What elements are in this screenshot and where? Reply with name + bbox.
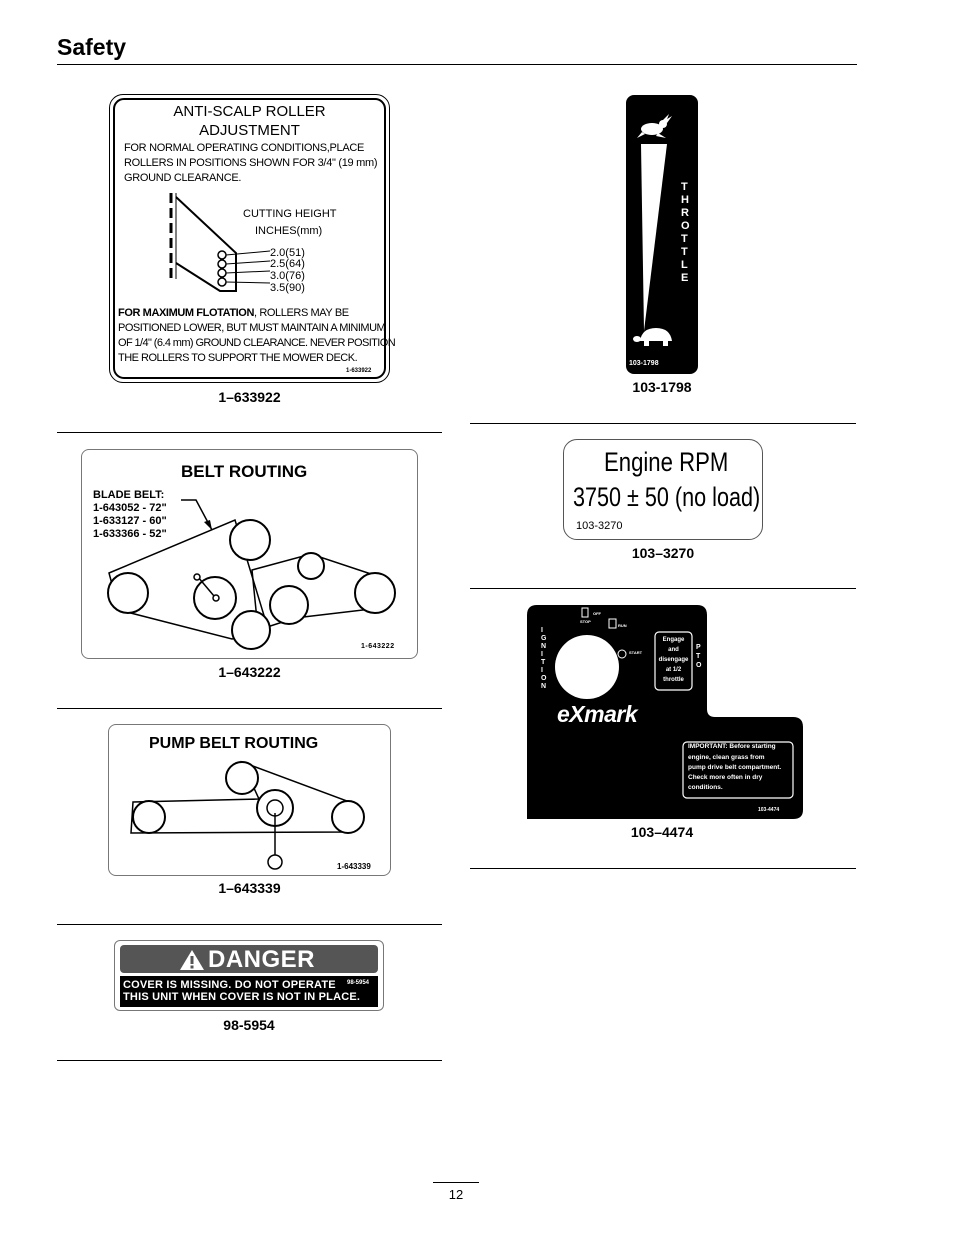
ignition-letter-g: G xyxy=(541,635,547,642)
flotation-text-4: THE ROLLERS TO SUPPORT THE MOWER DECK. xyxy=(118,352,358,364)
important-line-4: Check more often in dry xyxy=(688,774,763,781)
important-line-2: engine, clean grass from xyxy=(688,754,765,761)
page-number: 12 xyxy=(448,1187,464,1202)
flotation-text-2: POSITIONED LOWER, BUT MUST MAINTAIN A MINIMUM xyxy=(118,322,386,334)
throttle-letter-t1: T xyxy=(681,181,688,193)
flotation-text-1 xyxy=(118,308,349,319)
important-line-1: IMPORTANT: Before starting xyxy=(688,743,776,750)
anti-scalp-caption: 1–633922 xyxy=(218,389,281,405)
anti-scalp-code: 1-633922 xyxy=(346,368,372,374)
divider xyxy=(57,1060,442,1061)
throttle-decal xyxy=(626,95,698,374)
ignition-letter-o: O xyxy=(541,675,547,682)
pto-engage-5: throttle xyxy=(663,677,684,683)
ignition-letter-n1: N xyxy=(541,643,547,650)
engine-rpm-value: 3750 ± 50 (no load) xyxy=(573,482,761,512)
ignition-letter-t: T xyxy=(541,659,546,666)
exmark-logo: eXmark xyxy=(557,701,638,727)
pto-letter-t: T xyxy=(696,653,701,660)
ignition-run-label: RUN xyxy=(618,623,627,628)
footer-rule xyxy=(433,1182,479,1183)
throttle-letter-e: E xyxy=(681,272,689,284)
danger-line-1: COVER IS MISSING. DO NOT OPERATE xyxy=(123,979,336,991)
engine-rpm-title: Engine RPM xyxy=(604,447,729,477)
important-line-3: pump drive belt compartment. xyxy=(688,764,782,771)
flotation-bold: FOR MAXIMUM FLOTATION xyxy=(118,307,255,319)
cutting-height-unit: INCHES(mm) xyxy=(255,225,323,237)
ignition-letter-i1: I xyxy=(541,627,543,634)
ignition-letter-n2: N xyxy=(541,683,547,690)
page-title: Safety xyxy=(57,34,127,60)
pump-belt-diagram xyxy=(109,725,390,875)
divider xyxy=(470,868,856,869)
belt-routing-caption: 1–643222 xyxy=(218,664,281,680)
throttle-wedge xyxy=(640,143,670,333)
danger-word: DANGER xyxy=(208,946,316,973)
pto-engage-3: disengage xyxy=(658,657,689,663)
height-2-5: 2.5(64) xyxy=(270,258,305,270)
anti-scalp-text-3: GROUND CLEARANCE. xyxy=(124,172,242,184)
important-line-5: conditions. xyxy=(688,784,723,791)
belt-routing-diagram xyxy=(82,450,417,658)
height-3-5: 3.5(90) xyxy=(270,282,305,294)
blade-belt-52: 1-633366 - 52" xyxy=(93,528,167,540)
anti-scalp-text-1: FOR NORMAL OPERATING CONDITIONS,PLACE xyxy=(124,142,365,154)
divider xyxy=(57,708,442,709)
warning-triangle-icon xyxy=(179,949,205,971)
ignition-code: 103-4474 xyxy=(758,807,780,813)
blade-belt-60: 1-633127 - 60" xyxy=(93,515,167,527)
pump-belt-decal xyxy=(108,724,391,876)
divider xyxy=(57,924,442,925)
height-3-0: 3.0(76) xyxy=(270,270,305,282)
belt-routing-decal xyxy=(81,449,418,659)
ignition-caption: 103–4474 xyxy=(630,824,694,840)
danger-code: 98-5954 xyxy=(347,980,370,986)
cutting-height-label: CUTTING HEIGHT xyxy=(243,208,337,220)
pump-belt-caption: 1–643339 xyxy=(218,880,281,896)
pump-belt-title: PUMP BELT ROUTING xyxy=(149,735,319,752)
ignition-letter-i2: I xyxy=(541,651,543,658)
height-2-0: 2.0(51) xyxy=(270,247,305,259)
pto-engage-4: at 1/2 xyxy=(665,667,682,673)
divider xyxy=(470,423,856,424)
pto-engage-1: Engage xyxy=(662,637,685,643)
divider xyxy=(470,588,856,589)
blade-belt-label: BLADE BELT: xyxy=(93,489,165,501)
engine-rpm-caption: 103–3270 xyxy=(631,545,695,561)
throttle-letter-o: O xyxy=(681,220,690,232)
anti-scalp-text-2: ROLLERS IN POSITIONS SHOWN FOR 3/4" (19 mm) xyxy=(124,157,378,169)
flotation-rest: , ROLLERS MAY BE xyxy=(254,307,349,319)
rabbit-icon xyxy=(636,113,672,139)
pto-letter-p: P xyxy=(696,644,701,651)
belt-routing-code: 1-643222 xyxy=(361,643,395,650)
ignition-start-label: START xyxy=(629,650,643,655)
anti-scalp-decal xyxy=(109,94,396,383)
danger-line-2: THIS UNIT WHEN COVER IS NOT IN PLACE. xyxy=(123,991,361,1003)
throttle-caption: 103-1798 xyxy=(632,379,692,395)
danger-decal xyxy=(114,940,384,1011)
pump-belt-code: 1-643339 xyxy=(337,862,371,871)
throttle-letter-r: R xyxy=(681,207,689,219)
pto-letter-o: O xyxy=(696,662,702,669)
belt-routing-title: BELT ROUTING xyxy=(181,462,308,481)
ignition-stop-label: STOP xyxy=(580,619,591,624)
divider xyxy=(57,432,442,433)
flotation-text-3: OF 1/4" (6.4 mm) GROUND CLEARANCE. NEVER POSITION xyxy=(118,337,396,349)
pto-engage-2: and xyxy=(668,647,679,653)
turtle-icon xyxy=(632,325,676,347)
throttle-code: 103-1798 xyxy=(629,360,659,367)
header-rule xyxy=(57,64,857,65)
throttle-letter-t3: T xyxy=(681,246,688,258)
throttle-letter-l: L xyxy=(681,259,688,271)
throttle-letter-h: H xyxy=(681,194,689,206)
anti-scalp-heading-2: ADJUSTMENT xyxy=(199,122,300,139)
blade-belt-72: 1-643052 - 72" xyxy=(93,502,167,514)
ignition-letter-i3: I xyxy=(541,667,543,674)
engine-rpm-code: 103-3270 xyxy=(576,520,623,532)
ignition-off-label: OFF xyxy=(593,611,601,616)
throttle-letter-t2: T xyxy=(681,233,688,245)
danger-caption: 98-5954 xyxy=(223,1017,275,1033)
engine-rpm-decal xyxy=(563,439,763,540)
anti-scalp-heading-1: ANTI-SCALP ROLLER xyxy=(173,103,326,120)
